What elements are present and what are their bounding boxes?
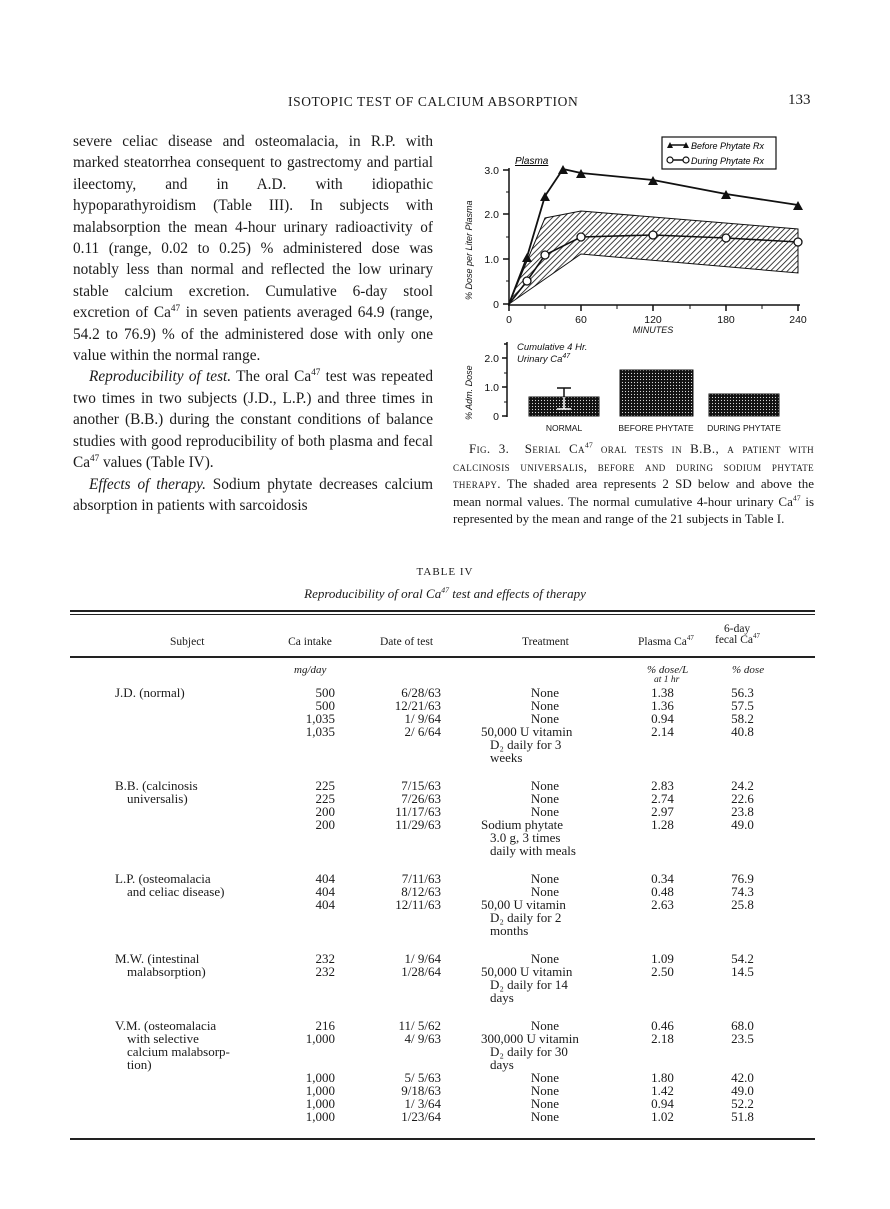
cell-treatment: None xyxy=(530,1109,560,1124)
cell-intake: 200 xyxy=(315,817,335,832)
cell-intake: 1,000 xyxy=(305,1109,335,1124)
cell-intake: 1,035 xyxy=(305,724,335,739)
cell-fecal: 40.8 xyxy=(731,724,754,739)
cell-plasma: 1.42 xyxy=(651,1083,674,1098)
cell-treatment: D₂ daily for 14 xyxy=(490,977,568,992)
table-row xyxy=(70,725,815,738)
cell-fecal: 49.0 xyxy=(731,817,754,832)
cell-intake: 216 xyxy=(315,1018,335,1033)
normal-range-band xyxy=(509,211,798,304)
cell-treatment: D₂ daily for 30 xyxy=(490,1044,568,1059)
cell-treatment: 50,00 U vitamin xyxy=(481,897,566,912)
cell-fecal: 22.6 xyxy=(731,791,754,806)
cell-plasma: 0.94 xyxy=(651,1096,674,1111)
cell-date: 1/23/64 xyxy=(401,1109,441,1124)
cell-date: 7/15/63 xyxy=(401,778,441,793)
cell-plasma: 2.83 xyxy=(651,778,674,793)
cell-date: 11/29/63 xyxy=(395,817,441,832)
x-axis-label: MINUTES xyxy=(632,325,674,335)
cell-intake: 500 xyxy=(315,685,335,700)
cell-plasma: 2.74 xyxy=(651,791,674,806)
cell-treatment: None xyxy=(530,1018,560,1033)
cell-treatment: 50,000 U vitamin xyxy=(481,724,573,739)
cell-subject: with selective xyxy=(127,1031,199,1046)
x-tick-240: 240 xyxy=(789,314,807,326)
cell-subject: universalis) xyxy=(127,791,188,806)
cell-fecal: 23.8 xyxy=(731,804,754,819)
cell-date: 8/12/63 xyxy=(401,884,441,899)
bar-y-tick-0: 0 xyxy=(493,411,499,423)
bar-before-phytate xyxy=(620,370,693,416)
cell-fecal: 42.0 xyxy=(731,1070,754,1085)
cell-treatment: Sodium phytate xyxy=(481,817,563,832)
col-header-plasma: Plasma Ca$^{47}$ xyxy=(638,635,694,648)
table-label: TABLE IV xyxy=(416,566,474,578)
cell-treatment: D₂ daily for 2 xyxy=(490,910,562,925)
cell-treatment: None xyxy=(530,791,560,806)
table-top-rule-2 xyxy=(70,614,815,615)
cell-subject: B.B. (calcinosis xyxy=(115,778,198,793)
table-row xyxy=(70,712,815,725)
cell-intake: 1,000 xyxy=(305,1070,335,1085)
normal-range-error-bar xyxy=(557,388,571,397)
cell-date: 1/ 9/64 xyxy=(404,951,441,966)
table-row xyxy=(70,978,815,991)
cell-date: 1/28/64 xyxy=(401,964,441,979)
unit-intake: mg/day xyxy=(294,664,327,676)
paragraph-malabsorption: severe celiac disease and osteomalacia, in R.P. with marked steatorrhea consequent to gastrectomy and partial ileectomy, and in A.D. with idiopathic hypoparathyroidism (Table III). In subjects with malabsorption the mean 4-hour urinary radioactivity of 0.11 (range, 0.02 to 0.25) % administered dose was notably less than normal and reflected the low urinary stable calcium excretion. Cumulative 6-day stool excretion of Ca$^{47}$ in seven patients averaged 64.9 (range, 54.2 to 76.9) % of the administered dose with only one value within the normal range. xyxy=(73,133,434,365)
table-row xyxy=(70,1110,815,1123)
bar-label-normal: NORMAL xyxy=(545,423,583,433)
cell-plasma: 2.63 xyxy=(651,897,674,912)
cell-plasma: 2.14 xyxy=(651,724,674,739)
cell-intake: 500 xyxy=(315,698,335,713)
cell-subject: L.P. (osteomalacia xyxy=(115,871,211,886)
cell-treatment: 50,000 U vitamin xyxy=(481,964,573,979)
table-header-rule xyxy=(70,656,815,658)
figure-3 xyxy=(440,120,820,440)
cell-intake: 1,000 xyxy=(305,1083,335,1098)
cell-treatment: None xyxy=(530,778,560,793)
cell-intake: 225 xyxy=(315,778,335,793)
y-tick-1: 1.0 xyxy=(484,254,499,266)
cell-fecal: 24.2 xyxy=(731,778,754,793)
cell-subject: calcium malabsorp- xyxy=(127,1044,230,1059)
cell-treatment: None xyxy=(530,1083,560,1098)
cell-treatment: None xyxy=(530,804,560,819)
cell-treatment: None xyxy=(530,1096,560,1111)
running-head: ISOTOPIC TEST OF CALCIUM ABSORPTION xyxy=(288,94,579,109)
table-row xyxy=(70,885,815,898)
cell-fecal: 25.8 xyxy=(731,897,754,912)
bar-label-before: BEFORE PHYTATE xyxy=(618,423,694,433)
cell-treatment: weeks xyxy=(490,750,523,765)
cell-plasma: 2.50 xyxy=(651,964,674,979)
cell-intake: 404 xyxy=(315,884,335,899)
cell-plasma: 0.94 xyxy=(651,711,674,726)
bar-y-tick-1: 1.0 xyxy=(484,382,499,394)
cell-fecal: 56.3 xyxy=(731,685,754,700)
cell-plasma: 1.38 xyxy=(651,685,674,700)
cell-plasma: 0.46 xyxy=(651,1018,674,1033)
unit-fecal: % dose xyxy=(732,664,765,676)
table-row xyxy=(70,699,815,712)
table-row xyxy=(70,792,815,805)
cell-fecal: 52.2 xyxy=(731,1096,754,1111)
table-row xyxy=(70,686,815,699)
bar-chart-title-line2: Urinary Ca$^{47}$ xyxy=(517,353,571,365)
paragraph-reproducibility: Reproducibility of test. The oral Ca$^{47}$ test was repeated two times in two subjects (J.D., L.P.) and three times in another (B.B.) during the constant conditions of balance studies with good reproducibility of both plasma and fecal Ca$^{47}$ values (Table IV). xyxy=(73,367,433,472)
cell-plasma: 1.28 xyxy=(651,817,674,832)
cell-intake: 1,035 xyxy=(305,711,335,726)
table-header-fecal-2: fecal Ca$^{47}$ xyxy=(715,633,760,646)
cell-fecal: 57.5 xyxy=(731,698,754,713)
table-row xyxy=(70,991,815,1004)
cell-date: 6/28/63 xyxy=(401,685,441,700)
y-tick-2: 2.0 xyxy=(484,209,499,221)
table-row xyxy=(70,831,815,844)
cell-subject: tion) xyxy=(127,1057,152,1072)
urinary-bar-axes xyxy=(502,342,507,417)
page-number: 133 xyxy=(788,92,811,108)
cell-date: 7/26/63 xyxy=(401,791,441,806)
cell-treatment: 3.0 g, 3 times xyxy=(490,830,561,845)
cell-treatment: None xyxy=(530,884,560,899)
cell-treatment: daily with meals xyxy=(490,843,576,858)
cell-plasma: 2.18 xyxy=(651,1031,674,1046)
table-row xyxy=(70,818,815,831)
cell-date: 9/18/63 xyxy=(401,1083,441,1098)
cell-subject: J.D. (normal) xyxy=(115,685,185,700)
table-units-row-2: at 1 hr xyxy=(654,675,680,685)
table-row xyxy=(70,911,815,924)
cell-intake: 404 xyxy=(315,871,335,886)
y-tick-0: 0 xyxy=(493,299,499,311)
cell-fecal: 54.2 xyxy=(731,951,754,966)
table-row xyxy=(70,1058,815,1071)
cell-subject: M.W. (intestinal xyxy=(115,951,200,966)
cell-intake: 1,000 xyxy=(305,1031,335,1046)
cell-treatment: None xyxy=(530,698,560,713)
x-tick-0: 0 xyxy=(506,314,512,326)
legend-before-phytate: Before Phytate Rx xyxy=(691,141,765,151)
table-top-rule xyxy=(70,610,815,612)
cell-plasma: 2.97 xyxy=(651,804,674,819)
col-header-subject: Subject xyxy=(170,636,205,648)
cell-intake: 225 xyxy=(315,791,335,806)
cell-intake: 232 xyxy=(315,964,335,979)
table-row xyxy=(70,805,815,818)
y-tick-3: 3.0 xyxy=(484,165,499,177)
table-title: Reproducibility of oral Ca$^{47}$ test and effects of therapy xyxy=(304,585,586,601)
cell-date: 4/ 9/63 xyxy=(404,1031,441,1046)
table-row xyxy=(70,1045,815,1058)
cell-treatment: months xyxy=(490,923,529,938)
cell-treatment: None xyxy=(530,685,560,700)
cell-intake: 200 xyxy=(315,804,335,819)
cell-date: 5/ 5/63 xyxy=(404,1070,441,1085)
cell-plasma: 0.48 xyxy=(651,884,674,899)
cell-subject: and celiac disease) xyxy=(127,884,225,899)
cell-treatment: 300,000 U vitamin xyxy=(481,1031,579,1046)
unit-plasma: % dose/L xyxy=(647,664,689,676)
section-heading-therapy: Effects of therapy. xyxy=(89,475,206,493)
col-header-treatment: Treatment xyxy=(522,636,569,648)
table-row xyxy=(70,751,815,764)
cell-plasma: 1.02 xyxy=(651,1109,674,1124)
col-header-intake: Ca intake xyxy=(288,636,332,648)
figure-caption: Fig. 3. Serial Ca$^{47}$ oral tests in B.B., a patient with calcinosis universalis, before and during sodium phytate therapy. The shaded area represents 2 SD below and above the mean normal values. The normal cumulative 4-hour urinary Ca$^{47}$ is represented by the mean and range of the 21 subjects in Table I. xyxy=(453,440,815,526)
paragraph-therapy: Effects of therapy. Sodium phytate decreases calcium absorption in patients with sarcoidosis xyxy=(73,475,433,514)
table-header-fecal-1: 6-day xyxy=(724,623,751,635)
table-bottom-rule xyxy=(70,1138,815,1140)
cell-date: 12/21/63 xyxy=(394,698,441,713)
cell-intake: 1,000 xyxy=(305,1096,335,1111)
cell-date: 2/ 6/64 xyxy=(404,724,441,739)
bar-y-tick-2: 2.0 xyxy=(484,353,499,365)
cell-treatment: None xyxy=(530,1070,560,1085)
plasma-chart-title: Plasma xyxy=(515,156,549,167)
bar-label-during: DURING PHYTATE xyxy=(707,423,781,433)
cell-treatment: None xyxy=(530,951,560,966)
cell-treatment: D₂ daily for 3 xyxy=(490,737,562,752)
x-tick-60: 60 xyxy=(575,314,587,326)
cell-fecal: 68.0 xyxy=(731,1018,754,1033)
table-row xyxy=(70,898,815,911)
cell-date: 11/17/63 xyxy=(395,804,441,819)
cell-plasma: 1.80 xyxy=(651,1070,674,1085)
cell-fecal: 74.3 xyxy=(731,884,754,899)
y-axis-label: % Dose per Liter Plasma xyxy=(464,200,474,300)
cell-date: 1/ 3/64 xyxy=(404,1096,441,1111)
x-tick-180: 180 xyxy=(717,314,735,326)
cell-subject: malabsorption) xyxy=(127,964,206,979)
legend-during-phytate: During Phytate Rx xyxy=(691,156,765,166)
body-text-column xyxy=(73,131,433,516)
cell-date: 12/11/63 xyxy=(395,897,441,912)
cell-intake: 232 xyxy=(315,951,335,966)
table-row xyxy=(70,924,815,937)
cell-plasma: 0.34 xyxy=(651,871,674,886)
bar-y-axis-label: % Adm. Dose xyxy=(464,365,474,420)
table-row xyxy=(70,1084,815,1097)
table-row xyxy=(70,1097,815,1110)
cell-fecal: 51.8 xyxy=(731,1109,754,1124)
bar-during-phytate xyxy=(709,394,779,416)
table-row xyxy=(70,738,815,751)
cell-fecal: 49.0 xyxy=(731,1083,754,1098)
bar-chart-title-line1: Cumulative 4 Hr. xyxy=(517,342,588,353)
cell-intake: 404 xyxy=(315,897,335,912)
cell-treatment: None xyxy=(530,711,560,726)
cell-plasma: 1.09 xyxy=(651,951,674,966)
cell-fecal: 23.5 xyxy=(731,1031,754,1046)
table-row xyxy=(70,1071,815,1084)
cell-plasma: 1.36 xyxy=(651,698,674,713)
cell-date: 7/11/63 xyxy=(401,871,441,886)
cell-date: 11/ 5/62 xyxy=(398,1018,441,1033)
cell-date: 1/ 9/64 xyxy=(404,711,441,726)
cell-treatment: None xyxy=(530,871,560,886)
cell-fecal: 58.2 xyxy=(731,711,754,726)
section-heading-reproducibility: Reproducibility of test. xyxy=(89,368,232,386)
x-tick-120: 120 xyxy=(644,314,662,326)
cell-treatment: days xyxy=(490,1057,514,1072)
cell-treatment: days xyxy=(490,990,514,1005)
cell-subject: V.M. (osteomalacia xyxy=(115,1018,217,1033)
cell-fecal: 76.9 xyxy=(731,871,754,886)
table-row xyxy=(70,844,815,857)
chart-legend xyxy=(662,137,776,169)
table-row xyxy=(70,965,815,978)
col-header-date: Date of test xyxy=(380,636,434,648)
cell-fecal: 14.5 xyxy=(731,964,754,979)
